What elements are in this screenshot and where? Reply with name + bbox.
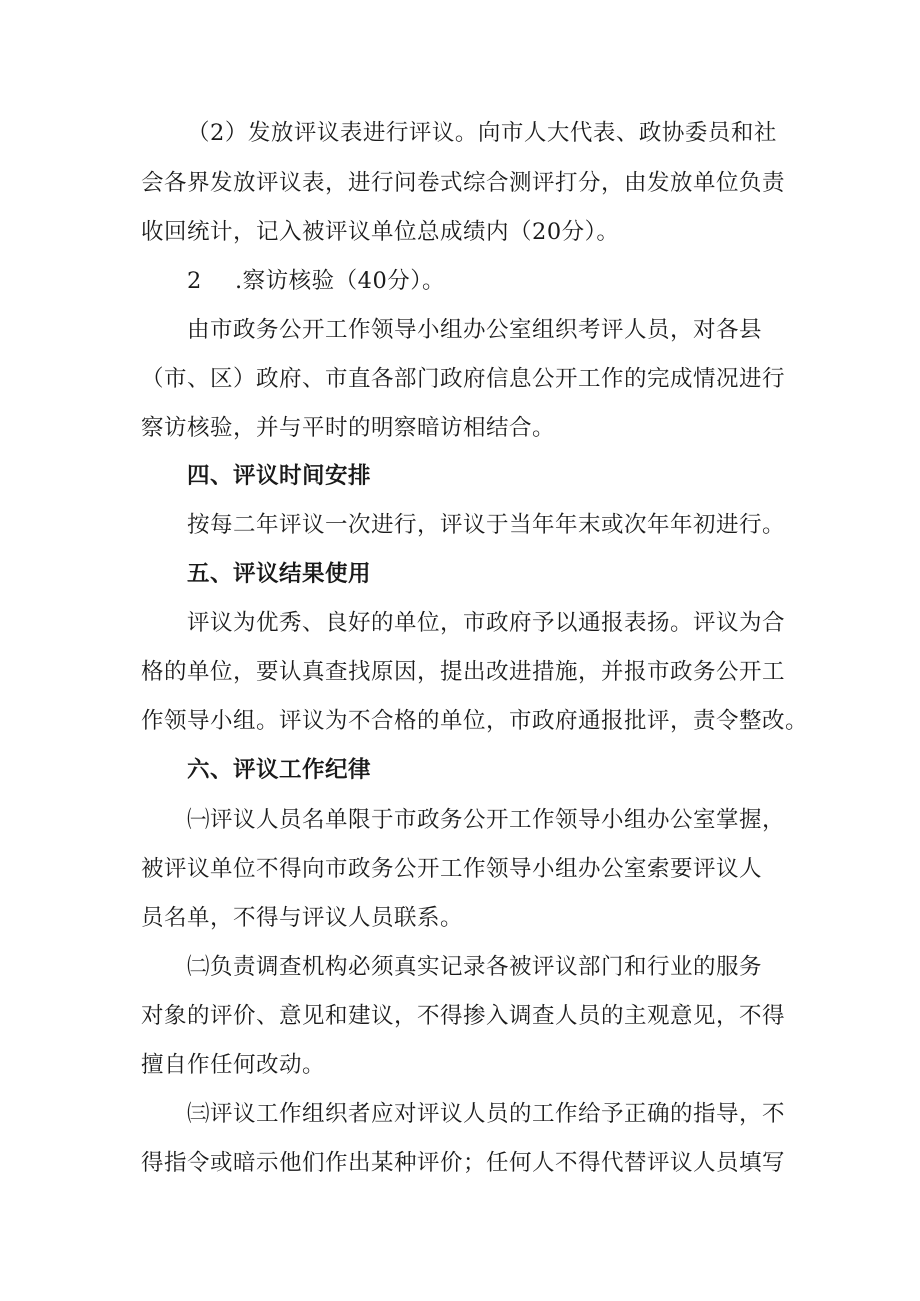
item-2-line [187, 266, 847, 296]
rule-3-line-1: ㈢评议工作组织者应对评议人员的工作给予正确的指导，不 [187, 1101, 786, 1127]
section-6-title: 六、评议工作纪律 [187, 757, 372, 783]
rule-1-line-3: 员名单，不得与评议人员联系。 [141, 905, 464, 931]
section-4-body: 按每二年评议一次进行，评议于当年年末或次年年初进行。 [187, 512, 786, 538]
rule-2-line-2: 对象的评价、意见和建议，不得掺入调查人员的主观意见，不得 [141, 1003, 786, 1029]
para-inspect-line-3: 察访核验，并与平时的明察暗访相结合。 [141, 415, 556, 441]
rule-1-line-2: 被评议单位不得向市政务公开工作领导小组办公室索要评议人 [141, 856, 763, 882]
para-inspect-line-2: （市、区）政府、市直各部门政府信息公开工作的完成情况进行 [141, 366, 786, 392]
rule-3-line-2: 得指令或暗示他们作出某种评价；任何人不得代替评议人员填写 [141, 1150, 786, 1176]
section-5-body-line-1: 评议为优秀、良好的单位，市政府予以通报表扬。评议为合 [187, 610, 786, 636]
rule-1-line-1: ㈠评议人员名单限于市政务公开工作领导小组办公室掌握， [187, 807, 786, 833]
para-2-2-line-3: 收回统计，记入被评议单位总成绩内（20分）。 [141, 219, 620, 245]
para-2-2-line-2: 会各界发放评议表，进行问卷式综合测评打分，由发放单位负责 [141, 170, 786, 196]
section-5-body-line-3: 作领导小组。评议为不合格的单位，市政府通报批评，责令整改。 [141, 708, 809, 734]
section-5-title: 五、评议结果使用 [187, 561, 372, 587]
para-2-2-line-1: （2）发放评议表进行评议。向市人大代表、政协委员和社 [187, 120, 777, 146]
item-2-number: 2 [187, 268, 202, 294]
section-4-title: 四、评议时间安排 [187, 463, 372, 489]
rule-2-line-3: 擅自作任何改动。 [141, 1052, 326, 1078]
section-5-body-line-2: 格的单位，要认真查找原因，提出改进措施，并报市政务公开工 [141, 659, 786, 685]
rule-2-line-1: ㈡负责调查机构必须真实记录各被评议部门和行业的服务 [187, 954, 763, 980]
para-inspect-line-1: 由市政务公开工作领导小组办公室组织考评人员，对各县 [187, 317, 763, 343]
item-2-text: .察访核验（40分）。 [235, 268, 446, 294]
